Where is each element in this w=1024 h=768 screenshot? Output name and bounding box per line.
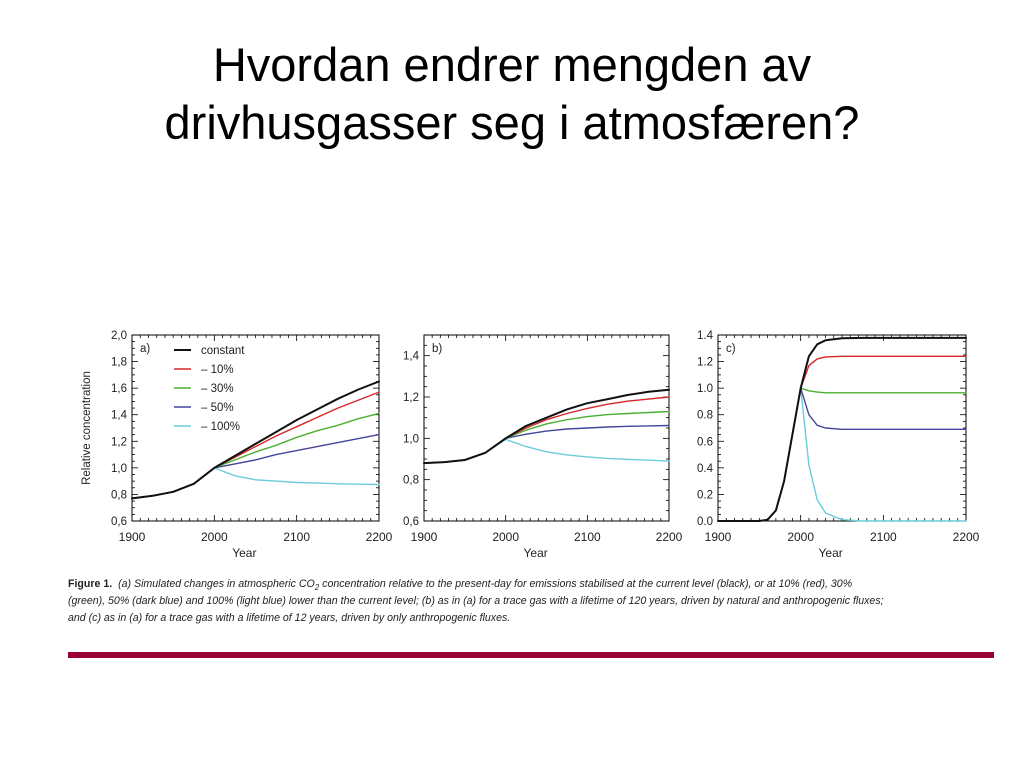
chart-panel-2	[403, 335, 683, 560]
legend-label-m10: – 10%	[201, 364, 234, 376]
panel-label: b)	[432, 343, 443, 355]
y-tick-label: 1,2	[403, 392, 419, 404]
x-axis-label: Year	[523, 546, 548, 560]
caption-text-line-1-end: concentration relative to the present-day for emissions stabilised at the current level (black), or at 10% (red), 30%	[319, 578, 853, 590]
caption-text-line-2: (green), 50% (dark blue) and 100% (light blue) lower than the current level; (b) as in (a) for a trace gas with a lifetime of 120 years, driven by natural and anthropogenic fluxes;	[68, 595, 884, 607]
legend-label-constant: constant	[201, 345, 245, 357]
series-line-m50	[424, 426, 669, 464]
y-tick-label: 1,6	[111, 383, 127, 396]
y-tick-label: 0,8	[403, 474, 419, 487]
y-tick-label: 1,0	[403, 433, 419, 446]
x-tick-label: 1900	[704, 530, 732, 544]
y-axis-label: Relative concentration	[81, 371, 93, 485]
series-line-m10	[424, 397, 669, 463]
y-tick-label: 0.6	[697, 436, 713, 449]
x-tick-label: 2200	[365, 530, 393, 544]
divider-rule	[68, 652, 994, 658]
chart-panel-1	[81, 330, 393, 560]
x-tick-label: 2100	[283, 530, 311, 544]
x-tick-label: 2100	[869, 530, 897, 544]
y-tick-label: 1,0	[111, 462, 127, 475]
x-tick-label: 2200	[655, 530, 683, 544]
figure-caption	[68, 576, 988, 627]
y-tick-label: 1,8	[111, 356, 127, 369]
y-tick-label: 1.4	[697, 330, 713, 342]
legend-label-m50: – 50%	[201, 402, 234, 414]
series-line-m30	[132, 413, 379, 498]
legend-label-m30: – 30%	[201, 383, 234, 395]
series-line-m100	[718, 388, 966, 521]
panel-label: c)	[726, 343, 736, 355]
y-tick-label: 1.0	[697, 383, 713, 396]
x-tick-label: 2000	[787, 530, 815, 544]
y-tick-label: 1,2	[111, 436, 127, 449]
caption-text-start: (a) Simulated changes in atmospheric CO	[118, 578, 315, 590]
x-tick-label: 2000	[492, 530, 520, 544]
y-tick-label: 1,4	[111, 409, 127, 422]
slide-title-line-1: Hvordan endrer mengden av	[212, 38, 812, 91]
x-tick-label: 2100	[573, 530, 601, 544]
x-tick-label: 1900	[118, 530, 146, 544]
slide-title-line-2: drivhusgasser seg i atmosfæren?	[164, 96, 860, 149]
y-tick-label: 0.4	[697, 462, 713, 475]
y-tick-label: 2,0	[111, 330, 127, 342]
y-tick-label: 1,4	[403, 350, 419, 363]
y-tick-label: 0,8	[111, 489, 127, 502]
legend-label-m100: – 100%	[201, 421, 241, 433]
caption-text-line-3: and (c) as in (a) for a trace gas with a lifetime of 12 years, driven by only anthropogenic fluxes.	[68, 612, 511, 624]
series-line-constant	[132, 382, 379, 499]
y-tick-label: 1.2	[697, 356, 713, 369]
caption-subscript: 2	[314, 583, 320, 593]
series-line-m100	[132, 468, 379, 499]
series-line-m30	[718, 388, 966, 521]
y-tick-label: 0.0	[697, 516, 713, 528]
slide-title	[40, 36, 984, 152]
series-line-m50	[718, 388, 966, 521]
x-axis-label: Year	[818, 546, 843, 560]
plot-frame	[718, 335, 966, 521]
plot-frame	[424, 335, 669, 521]
x-tick-label: 2200	[952, 530, 980, 544]
chart-panel-3	[697, 330, 980, 560]
y-tick-label: 0,6	[403, 516, 419, 528]
y-tick-label: 0.8	[697, 409, 713, 422]
x-tick-label: 1900	[410, 530, 438, 544]
x-tick-label: 2000	[200, 530, 228, 544]
panel-label: a)	[140, 343, 151, 355]
y-tick-label: 0,6	[111, 516, 127, 528]
series-line-m10	[718, 356, 966, 521]
series-line-m10	[132, 392, 379, 498]
figure-charts	[70, 322, 990, 568]
x-axis-label: Year	[232, 546, 257, 560]
y-tick-label: 0.2	[697, 489, 713, 502]
caption-label: Figure 1.	[68, 578, 113, 590]
